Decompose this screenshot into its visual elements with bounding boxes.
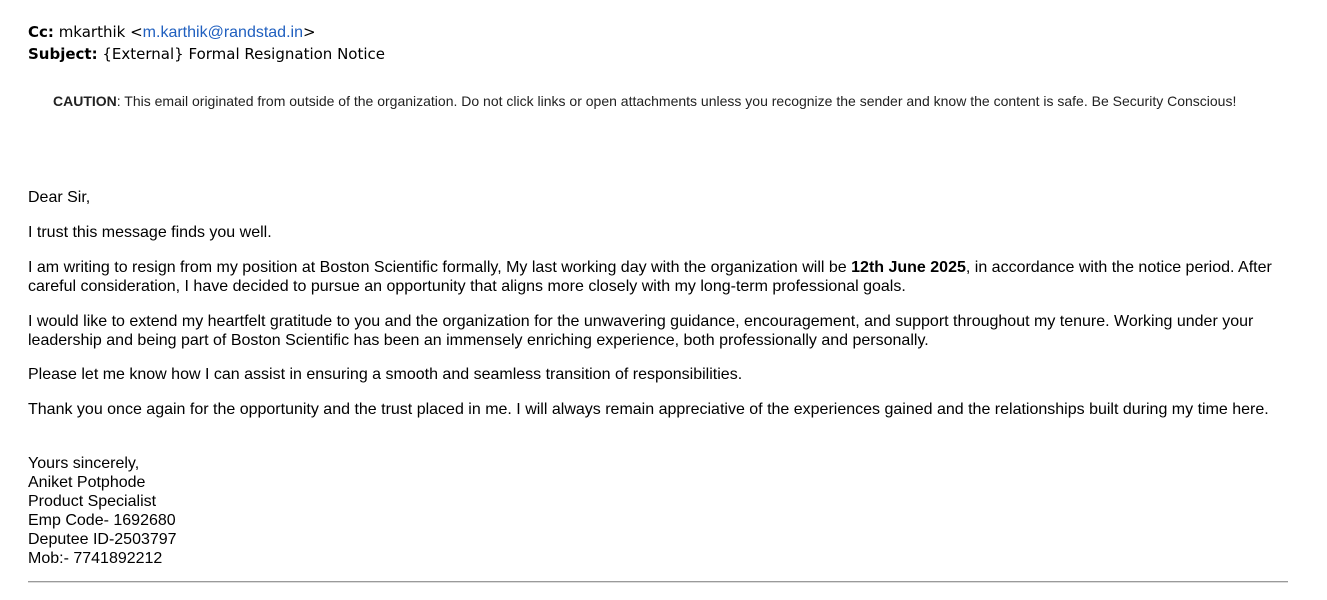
last-working-date: 12th June 2025 <box>851 259 966 276</box>
bottom-divider <box>28 581 1288 583</box>
greeting: Dear Sir, <box>28 189 91 206</box>
signature-name: Aniket Potphode <box>28 474 146 491</box>
cc-line <box>28 22 316 43</box>
signature-closing: Yours sincerely, <box>28 455 140 472</box>
subject-label: Subject: <box>28 45 98 63</box>
signature-title: Product Specialist <box>28 493 157 510</box>
subject-text: {External} Formal Resignation Notice <box>102 45 385 63</box>
cc-name: mkarthik < <box>58 23 143 41</box>
resignation-text-end: , in accordance with the notice period. After careful consideration, I have decided to pursue an opportunity that aligns more closely with my long-term professional goals. <box>28 259 1272 295</box>
cc-email-link[interactable]: m.karthik@randstad.in <box>142 24 303 41</box>
subject-line <box>28 44 385 64</box>
resignation-text-start: I am writing to resign from my position at Boston Scientific formally, My last working day with the organization will be <box>28 259 852 276</box>
paragraph-gratitude: I would like to extend my heartfelt gratitude to you and the organization for the unwavering guidance, encouragement, and support throughout my tenure. Working under your leadership and being part of Boston Scientific has been an immensely enriching experience, both professionally and personally. <box>28 313 1254 349</box>
paragraph-trust: I trust this message finds you well. <box>28 224 272 241</box>
signature-emp-code: Emp Code- 1692680 <box>28 512 176 529</box>
signature-deputee-id: Deputee ID-2503797 <box>28 531 177 548</box>
caution-text: : This email originated from outside of the organization. Do not click links or open attachments unless you recognize the sender and know the content is safe. Be Security Conscious! <box>116 93 1237 109</box>
cc-close-bracket: > <box>302 23 316 41</box>
paragraph-resignation <box>28 258 1288 296</box>
caution-label: CAUTION <box>53 93 117 109</box>
caution-banner <box>53 93 1263 110</box>
signature-mobile: Mob:- 7741892212 <box>28 550 163 567</box>
cc-label: Cc: <box>28 23 54 41</box>
paragraph-assist: Please let me know how I can assist in ensuring a smooth and seamless transition of responsibilities. <box>28 366 743 383</box>
signature-block <box>28 454 1288 568</box>
paragraph-thanks: Thank you once again for the opportunity and the trust placed in me. I will always remain appreciative of the experiences gained and the relationships built during my time here. <box>28 401 1269 418</box>
